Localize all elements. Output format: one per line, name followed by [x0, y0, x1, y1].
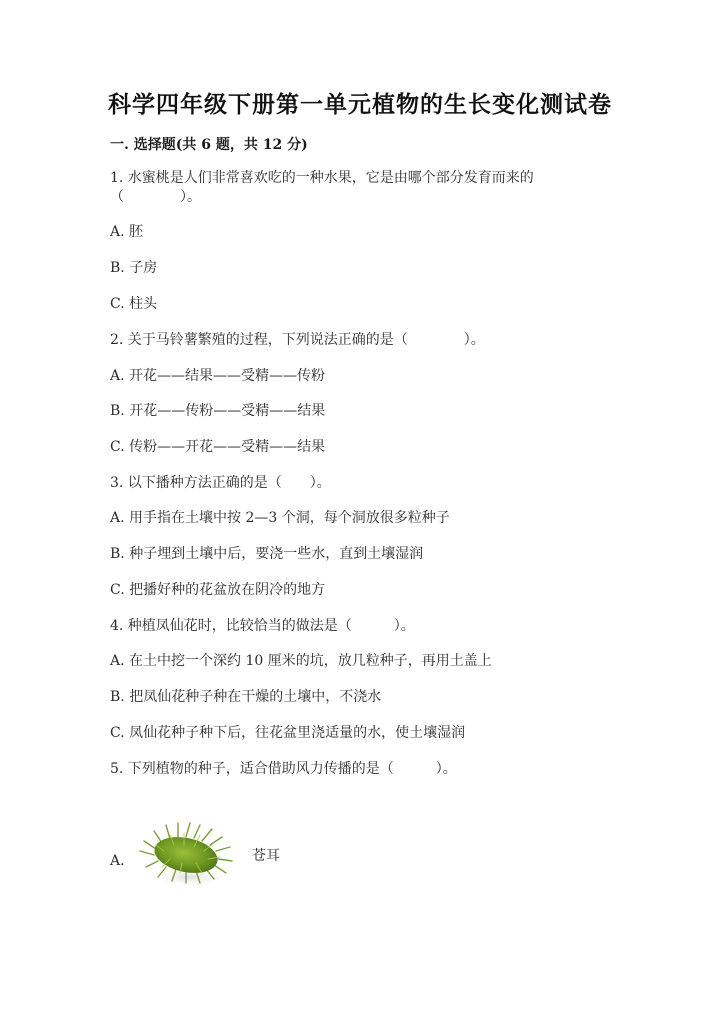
question-5-option-a-text: 苍耳	[252, 848, 280, 864]
question-1-stem-blank: （ ）。	[110, 189, 201, 205]
question-1-option-a: A. 胚	[110, 224, 144, 240]
question-3-option-b: B. 种子埋到土壤中后，要浇一些水，直到土壤湿润	[110, 546, 424, 562]
question-4-option-a: A. 在土中挖一个深约 10 厘米的坑，放几粒种子，再用土盖上	[110, 653, 492, 669]
question-2-option-c: C. 传粉——开花——受精——结果	[110, 439, 326, 455]
question-3-option-a: A. 用手指在土壤中按 2—3 个洞，每个洞放很多粒种子	[110, 510, 450, 526]
question-4-stem: 4. 种植凤仙花时，比较恰当的做法是（ ）。	[110, 618, 415, 634]
question-2-option-b: B. 开花——传粉——受精——结果	[110, 403, 326, 419]
question-1-option-c: C. 柱头	[110, 296, 158, 312]
question-3-option-c: C. 把播好种的花盆放在阴冷的地方	[110, 582, 326, 598]
cocklebur-burr-image	[134, 815, 244, 895]
question-3-stem: 3. 以下播种方法正确的是（ ）。	[110, 475, 331, 491]
section-heading: 一. 选择题(共 6 题，共 12 分)	[110, 137, 308, 153]
question-2-stem: 2. 关于马铃薯繁殖的过程，下列说法正确的是（ ）。	[110, 332, 485, 348]
question-4-option-b: B. 把凤仙花种子种在干燥的土壤中，不浇水	[110, 689, 382, 705]
question-5-option-a-label: A.	[110, 853, 125, 869]
question-1-stem: 1. 水蜜桃是人们非常喜欢吃的一种水果，它是由哪个部分发育而来的	[110, 170, 534, 186]
question-5-option-a	[110, 815, 280, 895]
question-5-stem: 5. 下列植物的种子，适合借助风力传播的是（ ）。	[110, 761, 457, 777]
page-title: 科学四年级下册第一单元植物的生长变化测试卷	[108, 92, 612, 118]
question-2-option-a: A. 开花——结果——受精——传粉	[110, 368, 326, 384]
question-4-option-c: C. 凤仙花种子种下后，往花盆里浇适量的水，使土壤湿润	[110, 725, 466, 741]
question-1-option-b: B. 子房	[110, 260, 158, 276]
